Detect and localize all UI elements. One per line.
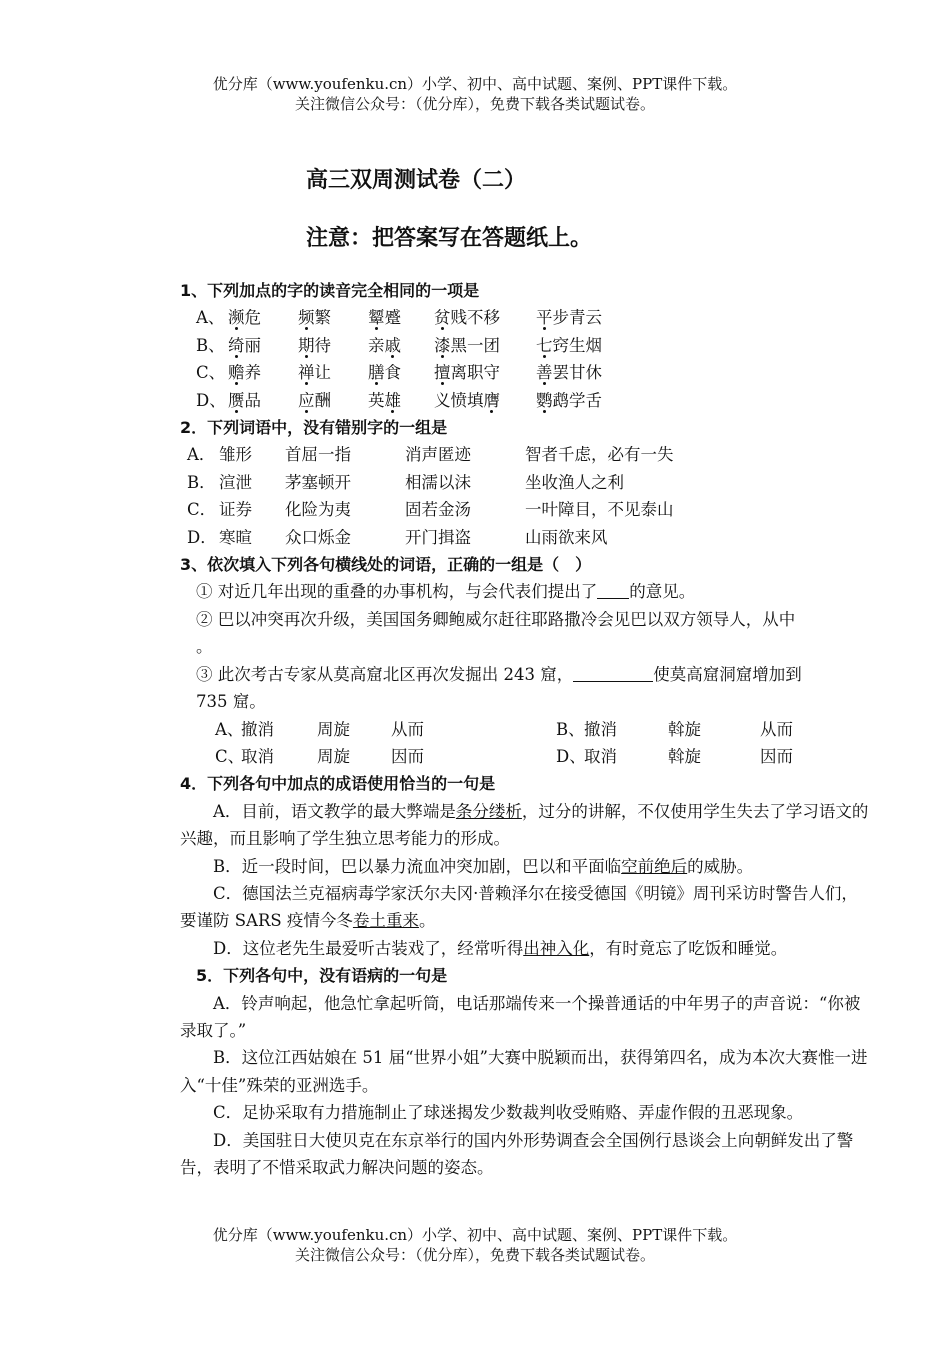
q3-options: [180, 716, 874, 771]
option-word: 七窍生烟: [536, 335, 602, 355]
q1-stem: 1、下列加点的字的读音完全相同的一项是: [180, 281, 480, 300]
option-word: 濒危: [228, 308, 261, 328]
q5-option-b: B．这位江西姑娘在 51 届“世界小姐”大赛中脱颖而出，获得第四名，成为本次大赛惟一进入“十佳”殊荣的亚洲选手。: [180, 1048, 868, 1095]
option-word: 义愤填膺: [434, 390, 500, 410]
sentence-text: ② 巴以冲突再次升级，美国国务卿鲍威尔赶往耶路撒冷会见巴以双方领导人，从中: [196, 609, 796, 629]
q4-option-c: [180, 880, 874, 935]
option-word: 赡养: [228, 363, 261, 383]
q2-option-d: [187, 524, 874, 551]
option-text: D．这位老先生最爱听古装戏了，经常听得: [213, 938, 524, 958]
option-word: 开门揖盗: [405, 527, 471, 547]
q3-options-row-1: [215, 716, 874, 743]
option-word: 取消: [241, 746, 274, 766]
q5-option-c: C．足协采取有力措施制止了球迷揭发少数裁判收受贿赂、弄虚作假的丑恶现象。: [213, 1103, 804, 1123]
sentence-text: ① 对近几年出现的重叠的办事机构，与会代表们提出了: [196, 582, 598, 602]
q4-option-a: [180, 798, 874, 853]
option-word: 众口烁金: [285, 527, 351, 547]
option-word: 因而: [391, 746, 424, 766]
option-label: C、: [196, 363, 226, 383]
option-label: D、: [556, 746, 586, 766]
q3-sentence-3-end: 735 窟。: [196, 692, 266, 712]
option-word: 绮丽: [228, 335, 261, 355]
option-label: B、: [196, 335, 225, 355]
option-word: 一叶障目，不见泰山: [525, 500, 674, 520]
header-line-1: 优分库（www.youfenku.cn）小学、初中、高中试题、案例、PPT课件下载。: [212, 75, 738, 93]
q2-options: [180, 441, 874, 551]
q5-option-d: D．美国驻日大使贝克在东京举行的国内外形势调查会全国例行恳谈会上向朝鲜发出了警告，表明了不惜采取武力解决问题的姿态。: [180, 1130, 854, 1177]
option-word: 山雨欲来风: [525, 527, 608, 547]
page-title: 高三双周测试卷（二）: [306, 168, 527, 193]
option-word: 智者千虑，必有一失: [525, 445, 674, 465]
q3-sentence-2: [196, 606, 874, 633]
option-label: A．: [187, 445, 216, 465]
idiom-underlined: 空前绝后: [621, 856, 688, 876]
option-label: A、: [196, 308, 225, 328]
sentence-text: 使莫高窟洞窟增加到: [653, 664, 802, 684]
option-text: 。: [418, 911, 436, 931]
option-word: 英雄: [368, 390, 401, 410]
option-word: 频繁: [298, 308, 331, 328]
option-label: B．: [187, 472, 216, 492]
option-word: 赝品: [228, 390, 261, 410]
option-text: 的威胁。: [687, 856, 754, 876]
q2-stem: 2．下列词语中，没有错别字的一组是: [180, 418, 448, 438]
option-word: 从而: [760, 719, 793, 739]
option-word: 证券: [219, 500, 252, 520]
q3-options-row-2: [215, 743, 874, 770]
option-word: 亲戚: [368, 335, 401, 355]
q5-stem: 5．下列各句中，没有语病的一句是: [196, 966, 448, 986]
q2-option-b: [187, 469, 874, 496]
option-word: 周旋: [317, 719, 350, 739]
option-word: 取消: [584, 746, 617, 766]
option-word: 擅离职守: [434, 363, 500, 383]
sentence-text: 的意见。: [629, 582, 696, 602]
q3-stem: 3、依次填入下列各句横线处的词语，正确的一组是（ ）: [180, 555, 592, 575]
q2-option-c: [187, 496, 874, 523]
q4-option-d: [180, 935, 874, 962]
option-word: 寒暄: [219, 527, 252, 547]
notice: 注意：把答案写在答题纸上。: [306, 226, 593, 251]
answer-blank: [573, 663, 653, 682]
option-word: 相濡以沫: [405, 472, 471, 492]
option-word: 斡旋: [668, 719, 701, 739]
option-word: 膳食: [368, 363, 401, 383]
option-text: ，有时竟忘了吃饭和睡觉。: [589, 938, 788, 958]
sentence-text: ③ 此次考古专家从莫高窟北区再次发掘出 243 窟，: [196, 664, 574, 684]
option-label: A、: [215, 719, 244, 739]
header-line-2: 关注微信公众号：（优分库），免费下载各类试题试卷。: [294, 95, 655, 113]
option-word: 贫贱不移: [434, 308, 500, 328]
option-word: 平步青云: [536, 308, 602, 328]
option-word: 渲泄: [219, 472, 252, 492]
q5-option-a: A．铃声响起，他急忙拿起听筒，电话那端传来一个操普通话的中年男子的声音说：“你被录取了。”: [180, 993, 861, 1040]
option-word: 鹦鹉学舌: [536, 390, 602, 410]
option-word: 化险为夷: [285, 500, 351, 520]
q3-sentence-3: [196, 661, 874, 688]
option-word: 斡旋: [668, 746, 701, 766]
option-word: 善罢甘休: [536, 363, 602, 383]
q1-option-b: [196, 332, 874, 359]
idiom-underlined: 卷土重来: [352, 911, 419, 931]
option-word: 固若金汤: [405, 500, 471, 520]
exam-content: [180, 277, 874, 1181]
footer-line-2: 关注微信公众号：（优分库），免费下载各类试题试卷。: [294, 1246, 655, 1264]
option-text: A．目前，语文教学的最大弊端是: [213, 801, 456, 821]
answer-blank: [597, 580, 629, 599]
q3-sentence-1: [196, 578, 874, 605]
q3-sentences: [180, 578, 874, 715]
option-word: 首屈一指: [285, 445, 351, 465]
option-word: 消声匿迹: [405, 445, 471, 465]
q1-options: [180, 304, 874, 414]
page-footer: [0, 1225, 950, 1265]
option-word: 漆黑一团: [434, 335, 500, 355]
option-word: 颦蹙: [368, 308, 401, 328]
option-label: D、: [196, 390, 226, 410]
option-text: ，过分的讲解，不仅使用学生失去了学习语文的兴趣，而且影响了学生独立思考能力的形成。: [180, 801, 869, 849]
option-word: 禅让: [298, 363, 331, 383]
idiom-underlined: 条分缕析: [455, 801, 522, 821]
q4-option-b: [180, 853, 874, 880]
q1-option-c: [196, 359, 874, 386]
option-text: B．近一段时间，巴以暴力流血冲突加剧，巴以和平面临: [213, 856, 622, 876]
q1-option-a: [196, 304, 874, 331]
option-word: 撤消: [241, 719, 274, 739]
option-label: D．: [187, 527, 217, 547]
option-word: 期待: [298, 335, 331, 355]
option-word: 从而: [391, 719, 424, 739]
option-word: 坐收渔人之利: [525, 472, 624, 492]
q3-sentence-2-end: 。: [196, 637, 213, 657]
idiom-underlined: 出神入化: [523, 938, 590, 958]
option-word: 撤消: [584, 719, 617, 739]
option-word: 雏形: [219, 445, 252, 465]
q4-stem: 4．下列各句中加点的成语使用恰当的一句是: [180, 774, 496, 794]
q1-option-d: [196, 387, 874, 414]
option-word: 因而: [760, 746, 793, 766]
option-label: C．: [187, 500, 217, 520]
option-word: 茅塞顿开: [285, 472, 351, 492]
option-text: C．德国法兰克福病毒学家沃尔夫冈·普赖泽尔在接受德国《明镜》周刊采访时警告人们，要谨防 SARS 疫情今冬: [180, 883, 858, 931]
page-header: [0, 74, 950, 114]
option-word: 应酬: [298, 390, 331, 410]
option-label: C、: [215, 746, 245, 766]
footer-line-1: 优分库（www.youfenku.cn）小学、初中、高中试题、案例、PPT课件下载。: [212, 1226, 738, 1244]
q2-option-a: [187, 441, 874, 468]
option-word: 周旋: [317, 746, 350, 766]
option-label: B、: [556, 719, 585, 739]
